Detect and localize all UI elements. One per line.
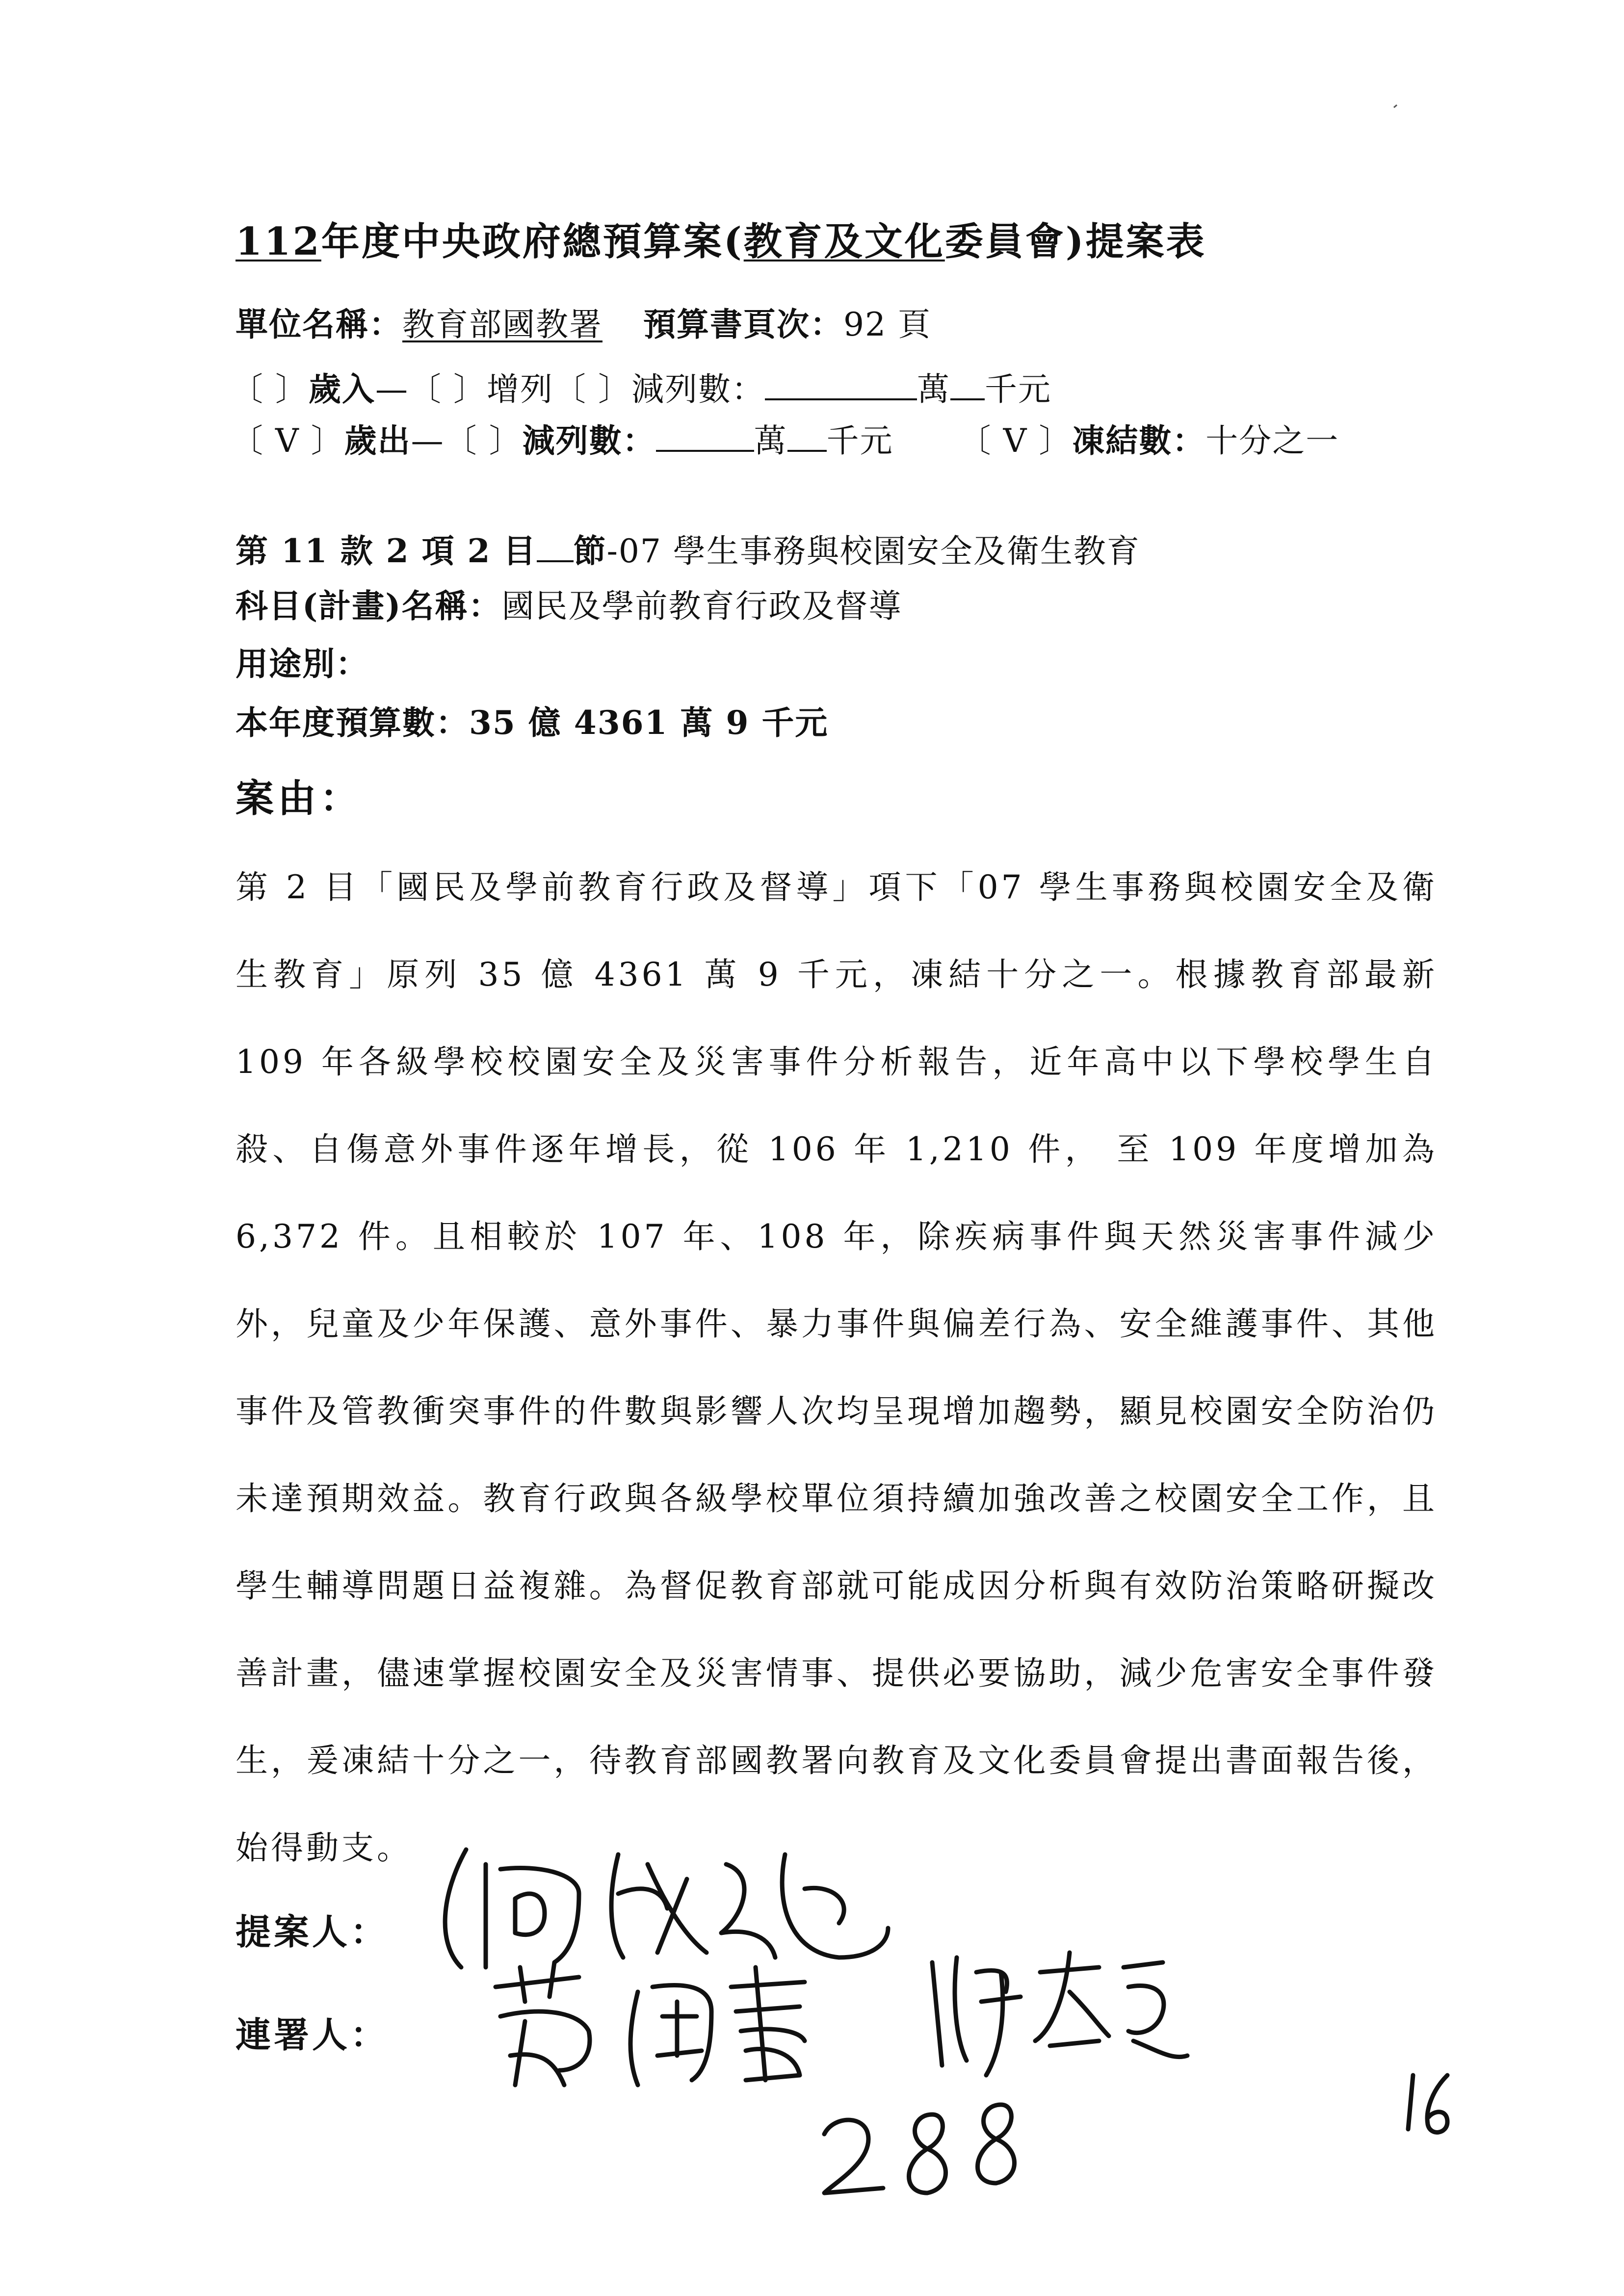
freeze-value: 十分之一: [1205, 422, 1339, 460]
budget-label: 本年度預算數：: [236, 704, 469, 742]
unit-label: 單位名稱：: [236, 305, 402, 343]
title-mid: 年度中央政府總預算案(: [321, 219, 744, 264]
subject-label: 科目(計畫)名稱：: [236, 587, 502, 625]
budget-value: 35 億 4361 萬 9 千元: [469, 704, 829, 742]
reason-text: 第 2 目「國民及學前教育行政及督導」項下「07 學生事務與校園安全及衛生教育」原列 35 億 4361 萬 9 千元，凍結十分之一。根據教育部最新 109 年各級學校校園安全及災害事件分析報告，近年高中以下學校學生自殺、自傷意外事件逐年增長，從 106 年 1,210 件， 至 109 年度增加為 6,372 件。且相較於 107 年、108 年，除疾病事件與天然災害事件減少外，兒童及少年保護、意外事件、暴力事件與偏差行為、安全維護事件、其他事件及管教衝突事件的件數與影響人次均呈現增加趨勢，顯見校園安全防治仍未達預期效益。教育行政與各級學校單位須持續加強改善之校園安全工作，且學生輔導問題日益複雜。為督促教育部就可能成因分析與有效防治策略研擬改善計畫，儘速掌握校園安全及災害情事、提供必要協助，減少危害安全事件發生，爰凍結十分之一，待教育部國教署向教育及文化委員會提出書面報告後，始得動支。: [236, 868, 1438, 1867]
cosigner-signature-1: [481, 1957, 854, 2105]
subject-line: [236, 580, 902, 626]
revenue-label: 歲入: [308, 370, 375, 408]
section-value: -07 學生事務與校園安全及衛生教育: [606, 532, 1140, 570]
section-blank: [537, 534, 574, 562]
expense-unit-thousand: 千元: [826, 422, 893, 460]
revenue-decrease-label: 減列數：: [631, 370, 765, 408]
expense-checkbox: 〔 V 〕: [231, 422, 344, 460]
scan-speck: [1393, 104, 1397, 108]
expense-dash: —: [411, 422, 445, 460]
revenue-thousand-blank: [950, 372, 985, 400]
section-prefix: 第 11 款 2 項 2 目: [236, 532, 537, 570]
page-label: 預算書頁次：: [643, 305, 843, 343]
revenue-unit-wan: 萬: [917, 370, 950, 408]
budget-line: [236, 697, 828, 743]
revenue-unit-thousand: 千元: [984, 370, 1051, 408]
cosigners-label: 連署人：: [236, 2014, 389, 2056]
freeze-checkbox: 〔 V 〕: [958, 422, 1073, 460]
title-year: 112: [236, 219, 321, 264]
title-committee: 教育及文化: [743, 219, 945, 264]
expense-decrease-label: 減列數：: [522, 421, 656, 460]
revenue-decrease-checkbox: 〔 〕: [553, 370, 631, 408]
freeze-label: 凍結數：: [1072, 421, 1206, 460]
handwritten-case-number: [814, 2095, 1050, 2208]
revenue-checkbox: 〔 〕: [231, 370, 309, 408]
section-line: [236, 525, 1140, 572]
cosigner-signature-2: [922, 1943, 1197, 2090]
revenue-line: [231, 363, 1051, 410]
title-end: 委員會)提案表: [944, 219, 1206, 264]
expense-line: [231, 415, 1339, 461]
expense-decrease-checkbox: 〔 〕: [444, 422, 523, 460]
document-title: [236, 211, 1206, 266]
page-value: 92 頁: [843, 306, 931, 343]
subject-value: 國民及學前教育行政及督導: [501, 587, 902, 625]
reason-label: 案由：: [236, 776, 363, 821]
expense-label: 歲出: [344, 421, 411, 460]
unit-value: 教育部國教署: [402, 306, 602, 343]
unit-line: [236, 298, 931, 345]
section-jie: 節: [573, 532, 607, 570]
usage-label: 用途別：: [236, 645, 369, 683]
expense-amount-blank: [656, 423, 754, 452]
expense-thousand-blank: [787, 423, 827, 452]
revenue-increase-label: 增列: [486, 370, 553, 408]
revenue-amount-blank: [765, 372, 917, 400]
handwritten-page-mark: [1398, 2070, 1457, 2139]
revenue-increase-checkbox: 〔 〕: [408, 370, 487, 408]
proposer-label: 提案人：: [236, 1911, 389, 1953]
revenue-dash: —: [375, 370, 409, 408]
expense-unit-wan: 萬: [754, 422, 787, 460]
